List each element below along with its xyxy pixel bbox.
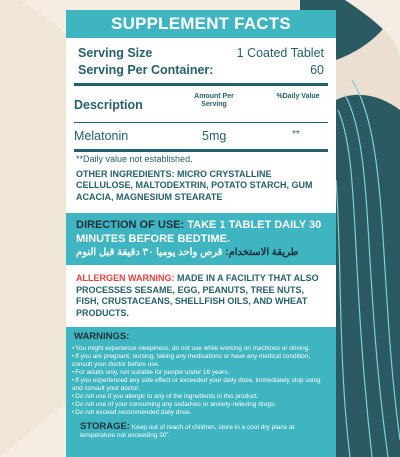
other-ingredients <box>66 169 336 207</box>
warnings-section <box>66 327 336 457</box>
warning-item: • If you are pregnant, nursing, taking any medications or have any medical condition, consult your doctor before use. <box>72 353 330 369</box>
other-ingredients-label: OTHER INGREDIENTS: <box>76 168 175 179</box>
allergen-label: ALLERGEN WARNING: <box>76 273 175 283</box>
allergen-warning <box>66 265 336 327</box>
direction-arabic-text: قرص واحد يوميا ٣٠ دقيقة قبل النوم <box>76 247 223 258</box>
servings-per-container-label: Serving Per Container: <box>78 63 214 77</box>
label-title: SUPPLEMENT FACTS <box>66 10 336 38</box>
storage-text: Keep out of reach of children, store in a cool dry place at temperature not exceeding 30˚. <box>80 424 295 439</box>
servings-per-container-value: 60 <box>310 63 324 77</box>
serving-size-row <box>66 46 336 60</box>
warning-item: • You might experience sleepiness, do not use while working on machines or driving. <box>72 345 330 353</box>
supplement-facts-label <box>66 10 336 457</box>
column-headers <box>66 86 336 122</box>
description-header: Description <box>74 98 143 112</box>
ingredient-name: Melatonin <box>74 129 129 143</box>
ingredient-daily-value: ** <box>292 129 300 140</box>
direction-label: DIRECTION OF USE: <box>76 219 185 231</box>
direction-of-use <box>66 213 336 265</box>
direction-arabic-label: طريقة الاستخدام: <box>225 247 299 258</box>
servings-per-container-row <box>66 63 336 77</box>
direction-arabic <box>76 246 326 260</box>
footnote: **Daily value not established. <box>76 154 193 164</box>
warning-item: • Do not exceed recommended daily dose. <box>72 409 330 417</box>
storage-label: STORAGE: <box>80 421 130 432</box>
storage-info <box>72 423 330 440</box>
allergen-text: MADE IN A FACILITY THAT ALSO PROCESSES SESAME, EGG, PEANUTS, TREE NUTS, FISH, CRUSTACEANS, SHELLFISH OILS, AND WHEAT PRODUCTS. <box>76 273 319 318</box>
amount-header: Amount Per Serving <box>194 93 234 108</box>
warnings-list <box>72 345 330 417</box>
warning-item: • For adults only, not suitable for people under 18 years. <box>72 369 330 377</box>
other-ingredients-text: MICRO CRYSTALLINE CELLULOSE, MALTODEXTRIN, POTATO STARCH, GUM ACACIA, MAGNESIUM STEARATE <box>76 168 313 202</box>
warning-item: • Do not use if you allergic to any of the ingredients in this product. <box>72 393 330 401</box>
warnings-title: WARNINGS: <box>74 331 130 342</box>
warning-item: • Do not use of your consuming any sedatives or anxiety-relieving drugs. <box>72 401 330 409</box>
ingredient-amount: 5mg <box>202 129 227 143</box>
direction-text: TAKE 1 TABLET DAILY 30 MINUTES BEFORE BEDTIME. <box>76 219 322 245</box>
warning-item: • If you experienced any side effect or exceeded your daily dose, immediately stop using and consult your doctor. <box>72 377 330 393</box>
ingredient-row <box>66 123 336 149</box>
daily-value-header: %Daily Value <box>276 93 320 100</box>
serving-size-value: 1 Coated Tablet <box>236 46 324 60</box>
serving-size-label: Serving Size <box>78 46 153 60</box>
